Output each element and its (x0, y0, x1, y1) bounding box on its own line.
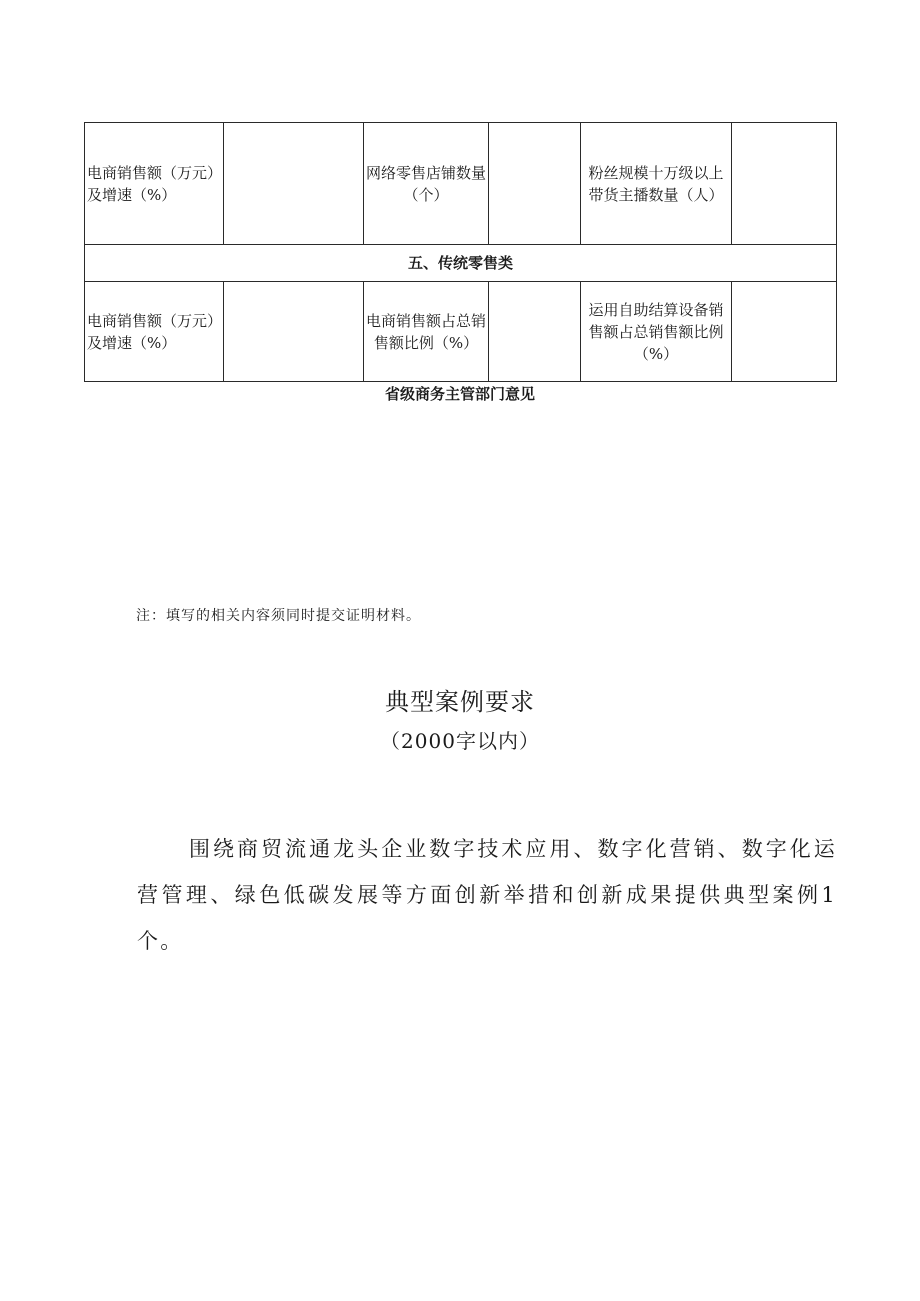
case-word-limit: （2000字以内） (380, 729, 540, 753)
online-store-count-label: 网络零售店铺数量（个） (364, 123, 489, 245)
ecommerce-sales-label: 电商销售额（万元）及增速（%） (85, 123, 224, 245)
self-checkout-share-label: 运用自助结算设备销售额占总销售额比例（%） (581, 282, 732, 382)
case-requirements-title: 典型案例要求 (385, 688, 535, 716)
table-row (85, 282, 837, 382)
footnote: 注：填写的相关内容须同时提交证明材料。 (136, 608, 421, 624)
ecommerce-share-label: 电商销售额占总销售额比例（%） (364, 282, 489, 382)
table-row (85, 123, 837, 245)
online-store-count-value-field[interactable] (489, 123, 581, 245)
indicator-table (84, 122, 837, 382)
table-row (85, 245, 837, 282)
case-requirements-body: 围绕商贸流通龙头企业数字技术应用、数字化营销、数字化运营管理、绿色低碳发展等方面创新举措和创新成果提供典型案例1个。 (137, 837, 837, 953)
self-checkout-share-value-field[interactable] (732, 282, 837, 382)
provincial-opinion-title: 省级商务主管部门意见 (384, 385, 535, 403)
streamer-count-value-field[interactable] (732, 123, 837, 245)
ecommerce-sales-value-field[interactable] (224, 123, 364, 245)
streamer-count-label: 粉丝规模十万级以上带货主播数量（人） (581, 123, 732, 245)
ecommerce-sales-label: 电商销售额（万元）及增速（%） (85, 282, 224, 382)
ecommerce-share-value-field[interactable] (489, 282, 581, 382)
ecommerce-sales-value-field[interactable] (224, 282, 364, 382)
section-heading-traditional-retail: 五、传统零售类 (85, 245, 837, 282)
